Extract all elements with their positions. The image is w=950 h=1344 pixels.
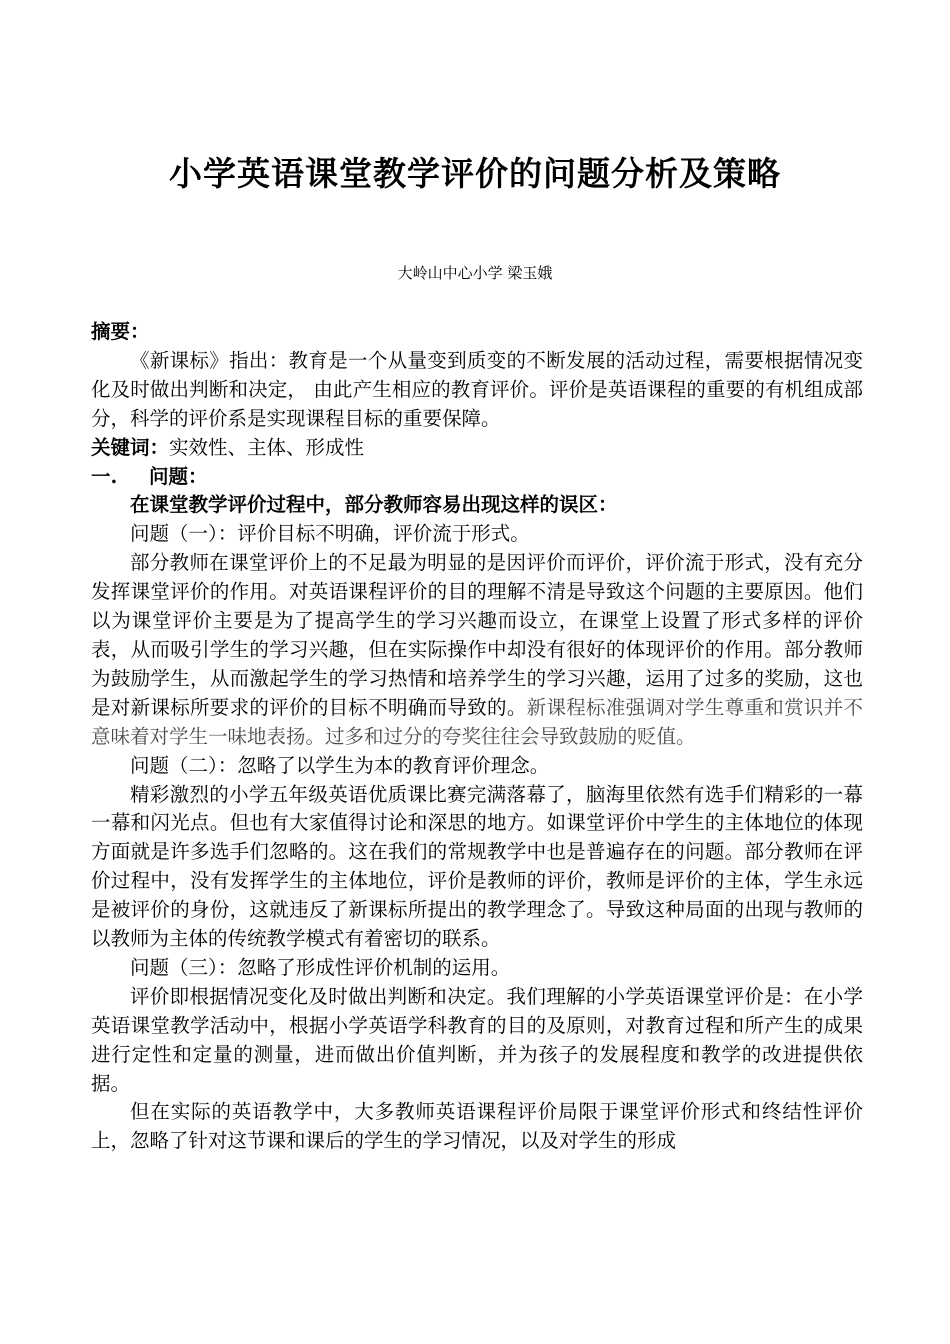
document-body [91,318,863,1156]
problem-1-heading: 问题（一）：评价目标不明确，评价流于形式。 [130,522,530,546]
section-title: 问题： [149,464,208,488]
document-title: 小学英语课堂教学评价的问题分析及策略 [169,154,781,193]
problem-2-heading: 问题（二）：忽略了以学生为本的教育评价理念。 [130,753,550,777]
abstract-paragraph: 《新课标》指出：教育是一个从量变到质变的不断发展的活动过程，需要根据情况变化及时做出判断和决定， 由此产生相应的教育评价。评价是英语课程的重要的有机组成部分，科学的评价系是实现课程目标的重要保障。 [91,348,863,430]
problem-1-text: 部分教师在课堂评价上的不足最为明显的是因评价而评价，评价流于形式，没有充分发挥课堂评价的作用。对英语课程评价的目的理解不清是导致这个问题的主要原因。他们以为课堂评价主要是为了提高学生的学习兴趣而设立，在课堂上设置了形式多样的评价表，从而吸引学生的学习兴趣，但在实际操作中却没有很好的体现评价的作用。部分教师为鼓励学生，从而激起学生的学习热情和培养学生的学习兴趣，运用了过多的奖励，这也是对新课标所要求的评价的目标不明确而导致的。 [91,551,863,719]
keywords-text: 实效性、主体、形成性 [169,435,365,459]
section-heading [91,463,863,492]
keywords-line [91,434,863,463]
author-line: 大岭山中心小学 梁玉娥 [397,264,553,282]
problem-2-paragraph: 精彩激烈的小学五年级英语优质课比赛完满落幕了，脑海里依然有选手们精彩的一幕一幕和闪光点。但也有大家值得讨论和深思的地方。如课堂评价中学生的主体地位的体现方面就是许多选手们忽略的。这在我们的常规教学中也是普遍存在的问题。部分教师在评价过程中，没有发挥学生的主体地位，评价是教师的评价，教师是评价的主体，学生永远是被评价的身份，这就违反了新课标所提出的教学理念了。导致这种局面的出现与教师的以教师为主体的传统教学模式有着密切的联系。 [91,782,863,951]
keywords-label: 关键词： [91,435,170,459]
section-intro: 在课堂教学评价过程中，部分教师容易出现这样的误区： [130,493,618,517]
problem-3-paragraph: 评价即根据情况变化及时做出判断和决定。我们理解的小学英语课堂评价是：在小学英语课堂教学活动中，根据小学英语学科教育的目的及原则，对教育过程和所产生的成果进行定性和定量的测量，进而做出价值判断，并为孩子的发展程度和教学的改进提供依据。 [91,984,863,1095]
problem-1-paragraph [91,549,863,751]
problem-1-text-continued: 新课程标准强调对学生尊重和赏识并不意味着对学生一味地表扬。过多和过分的夸奖往往会导致鼓励的贬值。 [91,695,863,748]
abstract-label: 摘要： [91,320,150,343]
section-number: 一. [91,464,118,488]
problem-3-paragraph-2: 但在实际的英语教学中，大多教师英语课程评价局限于课堂评价形式和终结性评价上，忽略了针对这节课和课后的学生的学习情况，以及对学生的形成 [91,1100,863,1153]
problem-3-heading: 问题（三）：忽略了形成性评价机制的运用。 [130,955,511,979]
